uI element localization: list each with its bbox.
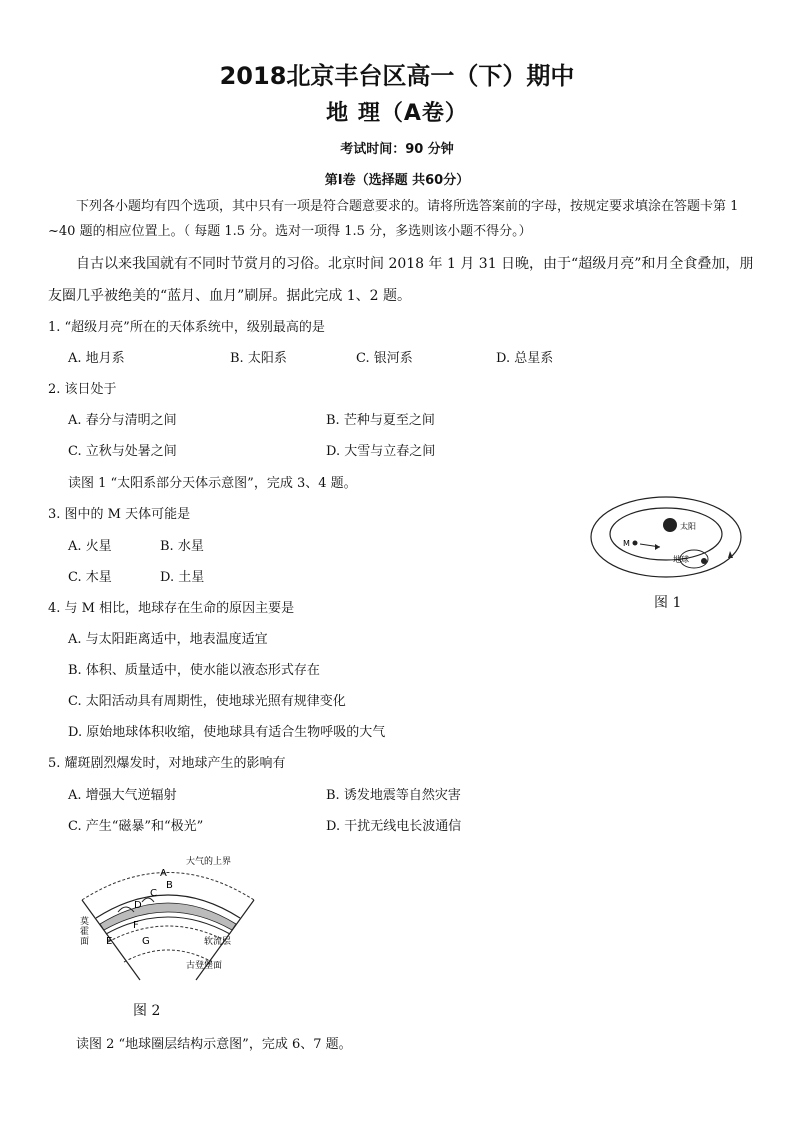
question-2-option-d: D. 大雪与立春之间 <box>326 444 436 459</box>
question-1-option-c: C. 银河系 <box>356 351 413 366</box>
sun-icon <box>663 518 677 532</box>
asthenosphere-label: 软流层 <box>204 937 232 947</box>
layer-f-label: F <box>133 920 139 931</box>
read-figure-2-prompt: 读图 2 “地球圈层结构示意图”，完成 6、7 题。 <box>76 1037 352 1052</box>
question-1-stem: 1. “超级月亮”所在的天体系统中，级别最高的是 <box>48 320 325 335</box>
exam-title: 2018北京丰台区高一（下）期中 <box>219 62 575 90</box>
orbit-arrow-icon <box>728 551 733 558</box>
question-2-option-c: C. 立秋与处暑之间 <box>68 444 177 459</box>
question-5-option-b: B. 诱发地震等自然灾害 <box>326 788 461 803</box>
question-2-option-b: B. 芒种与夏至之间 <box>326 413 435 428</box>
layer-d-label: D <box>134 900 142 911</box>
moho-label-2: 霍 <box>80 927 90 937</box>
question-1-option-a: A. 地月系 <box>68 351 125 366</box>
moho-label-1: 莫 <box>80 917 90 927</box>
sun-label: 太阳 <box>680 522 696 531</box>
layer-e-label: E <box>106 936 113 947</box>
passage-line-1: 自古以来我国就有不同时节赏月的习俗。北京时间 2018 年 1 月 31 日晚，由于“超级月亮”和月全食叠加，朋 <box>76 256 754 272</box>
question-5-option-d: D. 干扰无线电长波通信 <box>326 819 462 834</box>
earth-icon <box>701 558 707 564</box>
question-5-stem: 5. 耀斑剧烈爆发时，对地球产生的影响有 <box>48 756 286 771</box>
instructions-line-2: ~40 题的相应位置上。（ 每题 1.5 分。选对一项得 1.5 分，多选则该小题不得分。） <box>48 224 532 239</box>
question-3-option-b: B. 水星 <box>160 539 204 554</box>
layer-a-label: A <box>160 868 167 879</box>
gutenberg-label: 古登堡面 <box>186 961 223 971</box>
layer-b-label: B <box>166 880 173 891</box>
question-4-stem: 4. 与 M 相比，地球存在生命的原因主要是 <box>48 601 295 616</box>
question-1-option-b: B. 太阳系 <box>230 351 287 366</box>
question-2-stem: 2. 该日处于 <box>48 382 117 397</box>
layer-c-label: C <box>150 888 157 899</box>
question-5-option-a: A. 增强大气逆辐射 <box>68 788 177 803</box>
question-3-option-c: C. 木星 <box>68 570 112 585</box>
question-2-option-a: A. 春分与清明之间 <box>68 413 177 428</box>
passage-line-2: 友圈几乎被绝美的“蓝月、血月”刷屏。据此完成 1、2 题。 <box>48 288 412 304</box>
inner-orbit <box>610 508 722 560</box>
question-4-option-d: D. 原始地球体积收缩，使地球具有适合生物呼吸的大气 <box>68 725 386 740</box>
solar-system-diagram <box>588 490 748 586</box>
read-figure-1-prompt: 读图 1 “太阳系部分天体示意图”，完成 3、4 题。 <box>68 476 357 491</box>
question-5-option-c: C. 产生“磁暴”和“极光” <box>68 819 204 834</box>
section-heading: 第I卷（选择题 共60分） <box>324 173 470 188</box>
outer-orbit <box>591 497 741 577</box>
exam-time: 考试时间：90 分钟 <box>340 142 454 157</box>
figure-1-caption: 图 1 <box>654 595 682 611</box>
subject-title: 地 理（A卷） <box>326 101 468 126</box>
question-3-stem: 3. 图中的 M 天体可能是 <box>48 507 191 522</box>
m-label: M <box>623 539 630 548</box>
question-3-option-a: A. 火星 <box>68 539 112 554</box>
question-1-option-d: D. 总星系 <box>496 351 554 366</box>
question-3-option-d: D. 土星 <box>160 570 205 585</box>
m-arrow-head <box>655 544 660 550</box>
instructions-line-1: 下列各小题均有四个选项，其中只有一项是符合题意要求的。请将所选答案前的字母，按规定要求填涂在答题卡第 1 <box>76 199 739 214</box>
question-4-option-c: C. 太阳活动具有周期性，使地球光照有规律变化 <box>68 694 346 709</box>
earth-layers-diagram <box>78 850 258 990</box>
question-4-option-a: A. 与太阳距离适中，地表温度适宜 <box>68 632 268 647</box>
question-4-option-b: B. 体积、质量适中，使水能以液态形式存在 <box>68 663 320 678</box>
layer-g-label: G <box>142 936 150 947</box>
atmosphere-top-label: 大气的上界 <box>186 857 232 867</box>
m-body-icon <box>633 541 638 546</box>
moho-label-3: 面 <box>80 937 90 947</box>
earth-label: 地球 <box>673 555 689 564</box>
figure-2-caption: 图 2 <box>133 1003 161 1019</box>
